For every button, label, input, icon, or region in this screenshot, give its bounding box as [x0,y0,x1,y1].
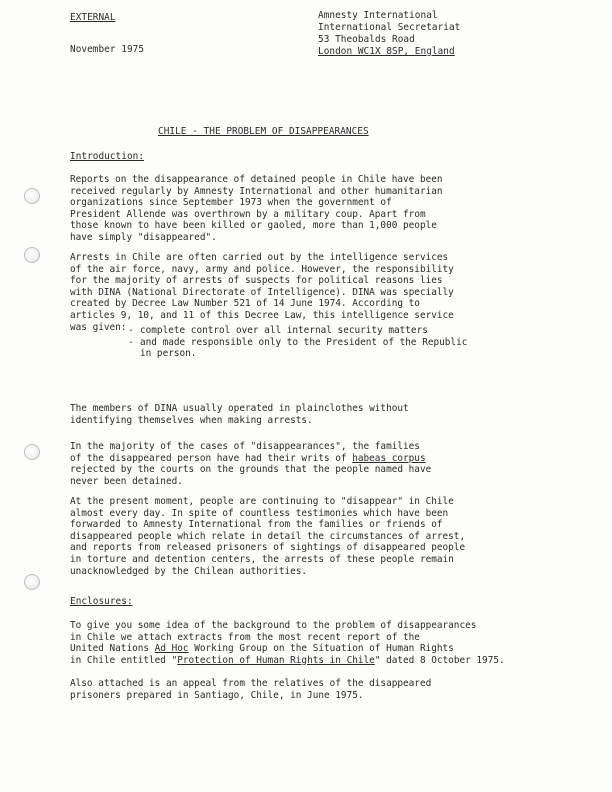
paragraph-text: Working Group on the Situation of Human Rights in Chile entitled " [70,643,454,666]
paragraph-text: To give you some idea of the background to the problem of disappearances in Chile we attach extracts from the most recent report of the United Nations [70,620,477,655]
introduction-heading: Introduction: [70,151,145,162]
punch-hole [24,247,40,263]
ad-hoc-term: Ad Hoc [154,643,189,655]
paragraph-text: In the majority of the cases of "disappearances", the families of the disappeared person have had their writs of [70,441,420,464]
paragraph-dina-responsibility: Arrests in Chile are often carried out by the intelligence services of the air force, navy, army and police. However, the responsibility for the majority of arrests of suspects for political reasons lies with DINA (National Directorate of Intelligence). DINA was specially created by Decree Law Number 521 of 14 June 1974. According to articles 9, 10, and 11 of this Decree Law, this intelligence service was given: [70,252,454,333]
paragraph-present-moment: At the present moment, people are continuing to "disappear" in Chile almost every day. In spite of countless testimonies which have been forwarded to Amnesty International from the families or friends of disappeared people which relate in detail the circumstances of arrest, and reports from released prisoners of sightings of disappeared people in torture and detention centers, the arrests of these people remain unacknowledged by the Chilean authorities. [70,496,466,577]
enclosures-heading: Enclosures: [70,596,133,607]
punch-hole [24,574,40,590]
report-title: Protection of Human Rights in Chile [177,654,375,666]
org-name: Amnesty International [318,10,438,21]
address-line-2: London WC1X 8SP, England [318,46,455,57]
classification-label: EXTERNAL [70,12,116,23]
punch-hole [24,444,40,460]
document-title: CHILE - THE PROBLEM OF DISAPPEARANCES [158,126,369,137]
paragraph-habeas-corpus [70,441,550,487]
paragraph-enclosure-report [70,620,550,666]
paragraph-text: " dated 8 October 1975. [374,654,505,666]
paragraph-disappearances-reports: Reports on the disappearance of detained people in Chile have been received regularly by Amnesty International and other humanitarian organizations since September 1973 when the government of President Allende was overthrown by a military coup. Apart from those known to have been killed or gaoled, more than 1,000 people have simply "disappeared". [70,174,443,243]
address-line-1: 53 Theobalds Road [318,34,415,45]
paragraph-text: rejected by the courts on the grounds that the people named have never been detained. [70,464,432,487]
paragraph-plainclothes [70,403,550,426]
punch-hole [24,188,40,204]
paragraph-text: The members of DINA usually operated in plainclothes without identifying themselves when making arrests. [70,403,409,426]
org-department: International Secretariat [318,22,461,33]
habeas-corpus-term: habeas corpus [352,452,426,464]
dina-powers-list [128,325,467,360]
document-date: November 1975 [70,44,145,55]
list-item: - complete control over all internal security matters [128,325,467,337]
paragraph-relatives-appeal: Also attached is an appeal from the relatives of the disappeared prisoners prepared in Santiago, Chile, in June 1975. [70,678,432,701]
list-item: - and made responsible only to the President of the Republic in person. [128,337,467,360]
